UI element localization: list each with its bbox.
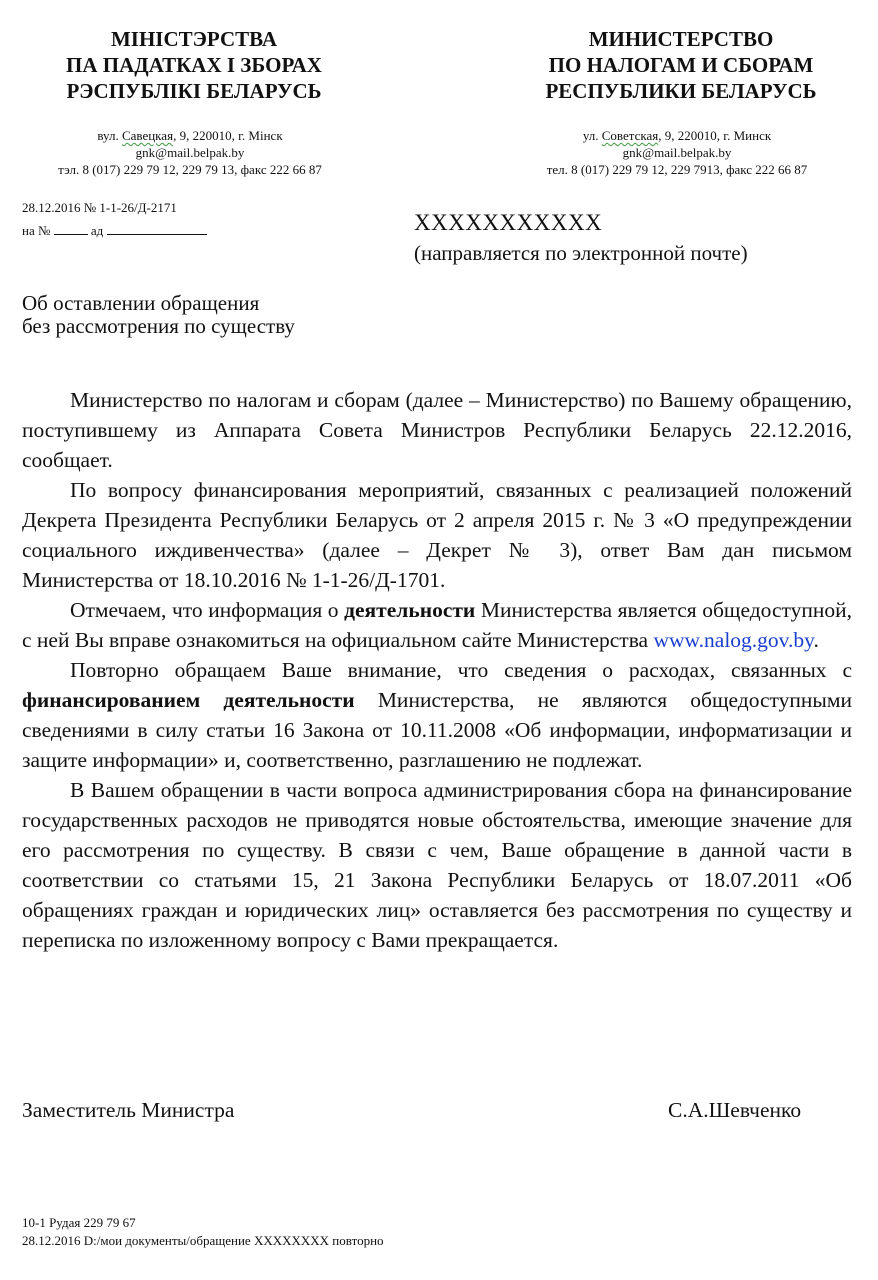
- recipient-name: XXXXXXXXXXX: [414, 210, 603, 235]
- subject: [22, 292, 295, 338]
- bold-text: деятельности: [344, 598, 476, 622]
- contacts-belarusian: [0, 127, 380, 178]
- paragraph-2: По вопросу финансирования мероприятий, связанных с реализацией положений Декрета Президента Республики Беларусь от 2 апреля 2015 г. № 3 «О предупреждении социального иждивенчества» (далее – Декрет № 3), ответ Вам дан письмом Министерства от 18.10.2016 № 1-1-26/Д-1701.: [22, 478, 852, 592]
- email: gnk@mail.belpak.by: [622, 145, 732, 160]
- reference-prefix: на №: [22, 223, 51, 238]
- ministry-title-line: МИНИСТЕРСТВО: [588, 27, 774, 51]
- footer-file-path: 28.12.2016 D:/мои документы/обращение XXXXXXXX повторно: [22, 1233, 384, 1248]
- ministry-title-line: МІНІСТЭРСТВА: [110, 27, 278, 51]
- address-street: Советская: [601, 128, 659, 143]
- address-prefix: вул.: [97, 128, 122, 143]
- footer-executor: 10-1 Рудая 229 79 67: [22, 1215, 136, 1230]
- paragraph-3: [22, 595, 852, 655]
- ministry-title-line: РЭСПУБЛІКІ БЕЛАРУСЬ: [66, 79, 322, 103]
- text: Министерства, не являются общедоступными сведениями в силу статьи 16 Закона от 10.11.2008 «Об информации, информатизации и защите информации» и, соответственно, разглашению не подлежат.: [22, 688, 852, 772]
- paragraph-1: Министерство по налогам и сборам (далее – Министерство) по Вашему обращению, поступившему из Аппарата Совета Министров Республики Беларусь 22.12.2016, сообщает.: [22, 388, 852, 472]
- phone: тел. 8 (017) 229 79 12, 229 7913, факс 222 66 87: [546, 162, 808, 177]
- text: Повторно обращаем Ваше внимание, что сведения о расходах, связанных с: [70, 658, 852, 682]
- paragraph-5: В Вашем обращении в части вопроса администрирования сбора на финансирование государственных расходов не приводятся новые обстоятельства, имеющие значение для его рассмотрения по существу. В связи с чем, Ваше обращение в данной части в соответствии со статьями 15, 21 Закона Республики Беларусь от 18.07.2011 «Об обращениях граждан и юридических лиц» оставляется без рассмотрения по существу и переписка по изложенному вопросу с Вами прекращается.: [22, 778, 852, 952]
- ministry-title-line: ПА ПАДАТКАХ І ЗБОРАХ: [66, 53, 322, 77]
- signer-name: С.А.Шевченко: [668, 1098, 802, 1122]
- blank-line: [107, 222, 207, 235]
- text: .: [813, 628, 819, 652]
- subject-line: без рассмотрения по существу: [22, 314, 295, 338]
- text: Отмечаем, что информация о: [70, 598, 345, 622]
- paragraph-4: [22, 655, 852, 775]
- contacts-russian: [487, 127, 867, 178]
- phone: тэл. 8 (017) 229 79 12, 229 79 13, факс 222 66 87: [58, 162, 322, 177]
- address: [0, 127, 380, 144]
- address-rest: , 9, 220010, г. Мінск: [173, 128, 283, 143]
- letter-body: [22, 385, 852, 955]
- ministry-title-line: ПО НАЛОГАМ И СБОРАМ: [548, 53, 814, 77]
- subject-line: Об оставлении обращения: [22, 291, 260, 315]
- text: Министерства является общедоступной, с ней Вы вправе ознакомиться на официальном сайте Министерства: [22, 598, 853, 652]
- reference-middle: ад: [90, 223, 104, 238]
- recipient-note: (направляется по электронной почте): [414, 241, 748, 265]
- ministry-title-line: РЕСПУБЛИКИ БЕЛАРУСЬ: [545, 79, 817, 103]
- ministry-title-belarusian: [14, 26, 374, 104]
- signer-title: Заместитель Министра: [22, 1098, 235, 1122]
- email: gnk@mail.belpak.by: [135, 145, 245, 160]
- address-street: Савецкая: [121, 128, 174, 143]
- bold-text: финансированием деятельности: [22, 688, 355, 712]
- registration-number: 28.12.2016 № 1-1-26/Д-2171: [22, 200, 177, 215]
- address-prefix: ул.: [582, 128, 602, 143]
- ministry-title-russian: [501, 26, 861, 104]
- registration-reference: [22, 222, 207, 239]
- website-link[interactable]: www.nalog.gov.by: [653, 628, 814, 652]
- blank-line: [54, 222, 88, 235]
- address: [487, 127, 867, 144]
- address-rest: , 9, 220010, г. Минск: [658, 128, 772, 143]
